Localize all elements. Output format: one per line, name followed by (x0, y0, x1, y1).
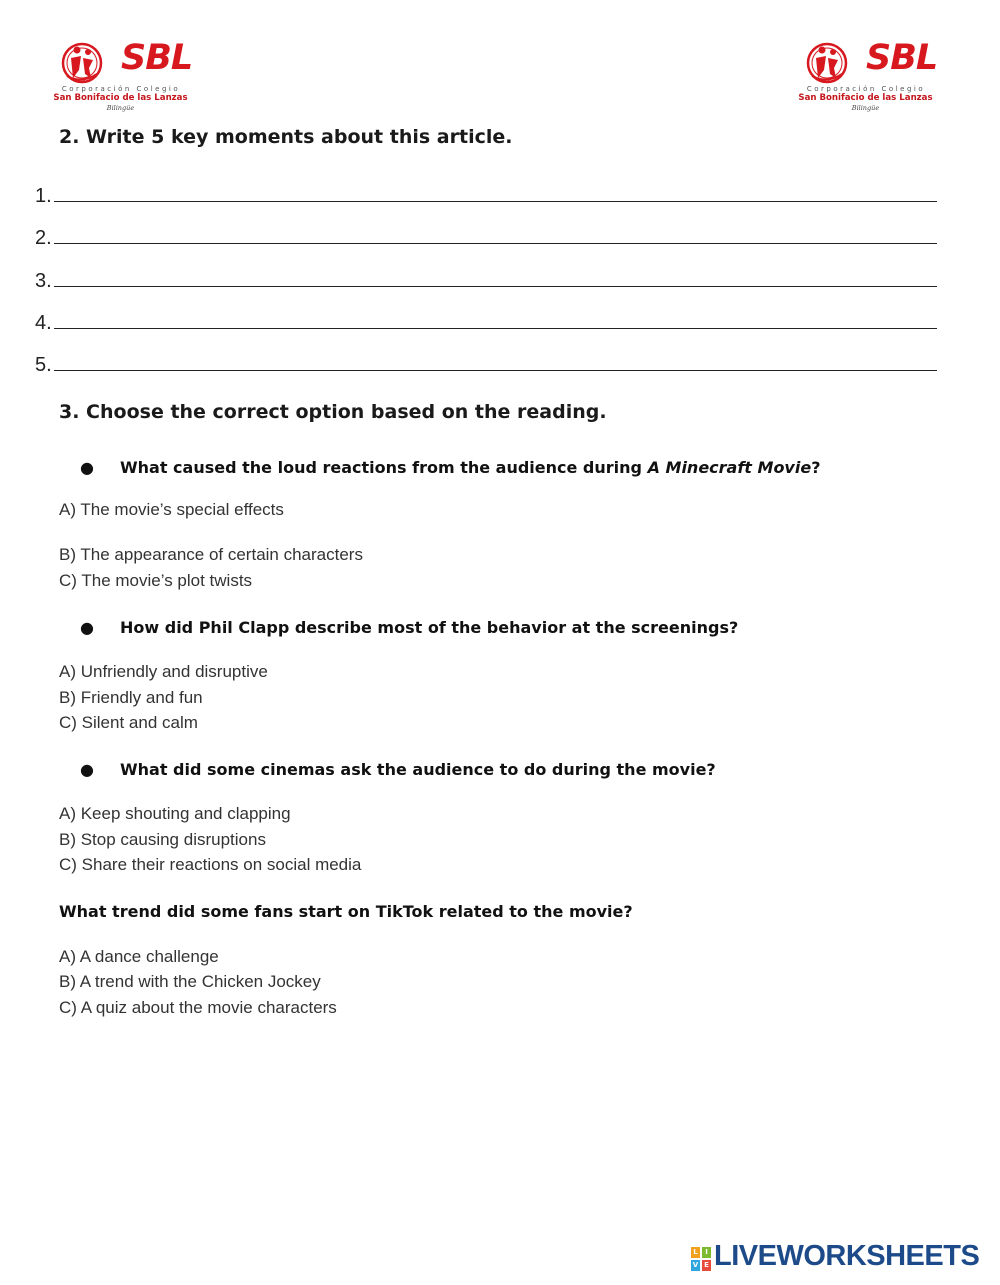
logo-corporation: Corporación Colegio (806, 85, 926, 93)
logo-language: Bilingüe (851, 104, 880, 112)
answer-rule (54, 201, 937, 202)
option-q3-b[interactable]: B) Stop causing disruptions (59, 830, 266, 849)
question-text: What did some cinemas ask the audience to do during the movie? (120, 760, 716, 779)
question-text: How did Phil Clapp describe most of the behavior at the screenings? (120, 618, 739, 637)
option-q4-a[interactable]: A) A dance challenge (59, 947, 219, 966)
bullet-icon: ● (80, 760, 94, 779)
option-q1-c[interactable]: C) The movie’s plot twists (59, 571, 253, 590)
answer-line-1[interactable] (35, 174, 937, 207)
school-crest-icon (53, 38, 115, 90)
section-3-title: 3. Choose the correct option based on the reading. (59, 401, 607, 423)
logo-brand: SBL (866, 38, 938, 78)
option-q3-a[interactable]: A) Keep shouting and clapping (59, 804, 291, 823)
question-1 (80, 458, 820, 477)
option-q2-c[interactable]: C) Silent and calm (59, 713, 198, 732)
question-2 (80, 618, 738, 637)
option-q3-c[interactable]: C) Share their reactions on social media (59, 855, 362, 874)
answer-line-4[interactable] (35, 301, 937, 334)
logo-brand: SBL (121, 38, 193, 78)
answer-line-number: 2. (35, 227, 52, 249)
logo-school-name: San Bonifacio de las Lanzas (53, 93, 188, 103)
question-4: What trend did some fans start on TikTok related to the movie? (59, 902, 633, 921)
answer-line-number: 1. (35, 185, 52, 207)
answer-line-2[interactable] (35, 216, 937, 249)
logo-language: Bilingüe (106, 104, 135, 112)
live-blocks-icon (691, 1247, 713, 1273)
section-2-title: 2. Write 5 key moments about this article. (59, 126, 513, 148)
answer-rule (54, 286, 937, 287)
liveworksheets-wordmark: LIVEWORKSHEETS (714, 1240, 980, 1272)
answer-rule (54, 370, 937, 371)
answer-line-number: 5. (35, 354, 52, 376)
option-q1-a[interactable]: A) The movie’s special effects (59, 500, 284, 519)
school-logo-right (798, 38, 938, 112)
live-block-l: L (691, 1247, 700, 1258)
question-3 (80, 760, 716, 779)
logo-corporation: Corporación Colegio (61, 85, 181, 93)
live-block-e: E (702, 1260, 711, 1271)
answer-line-number: 3. (35, 270, 52, 292)
liveworksheets-logo[interactable] (691, 1242, 991, 1276)
option-q4-c[interactable]: C) A quiz about the movie characters (59, 998, 337, 1017)
answer-line-3[interactable] (35, 259, 937, 292)
answer-rule (54, 328, 937, 329)
question-end: ? (811, 458, 821, 477)
answer-line-5[interactable] (35, 343, 937, 376)
live-block-v: V (692, 1261, 699, 1269)
option-q4-b[interactable]: B) A trend with the Chicken Jockey (59, 972, 321, 991)
logo-school-name: San Bonifacio de las Lanzas (798, 93, 933, 103)
live-block-i: I (702, 1247, 711, 1258)
option-q1-b[interactable]: B) The appearance of certain characters (59, 545, 363, 564)
school-crest-icon (798, 38, 860, 90)
question-text: What caused the loud reactions from the audience during (120, 458, 648, 477)
answer-line-number: 4. (35, 312, 52, 334)
answer-rule (54, 243, 937, 244)
bullet-icon: ● (80, 618, 94, 637)
option-q2-a[interactable]: A) Unfriendly and disruptive (59, 662, 268, 681)
question-movie-title: A Minecraft Movie (647, 458, 812, 477)
bullet-icon: ● (80, 458, 94, 477)
option-q2-b[interactable]: B) Friendly and fun (59, 688, 203, 707)
school-logo-left (53, 38, 193, 112)
